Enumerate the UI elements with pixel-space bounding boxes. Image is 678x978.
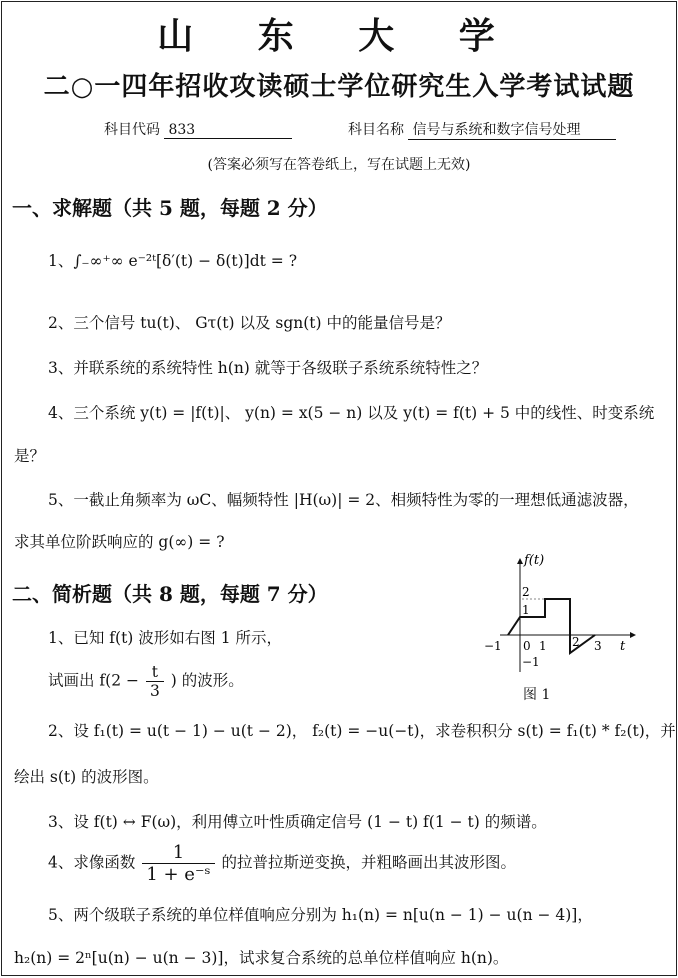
s2-question-5-line2: h₂(n) = 2ⁿ[u(n) − u(n − 3)]，试求复合系统的总单位样值响应 h(n)。 (14, 949, 509, 967)
s2-q4-fraction (142, 842, 214, 885)
university-title: 山 东 大 学 (157, 15, 521, 57)
s1-question-4-line2: 是？ (14, 447, 46, 465)
s2-q4-frac-den: 1 + e⁻ˢ (146, 864, 211, 885)
s1-question-1: 1、∫₋∞⁺∞ e⁻²ᵗ[δ′(t) − δ(t)]dt = ? (48, 252, 298, 270)
s2-question-3: 3、设 f(t) ↔ F(ω)，利用傅立叶性质确定信号 (1 − t) f(1 − t) 的频谱。 (48, 813, 547, 831)
s2-question-1-line1: 1、已知 f(t) 波形如右图 1 所示， (48, 629, 282, 647)
x-axis-arrow (630, 632, 636, 638)
s2-q1-frac-num: t (146, 663, 164, 682)
s2-q1-frac-den: 3 (149, 682, 160, 700)
section1-title: 一、求解题（共 5 题，每题 2 分） (12, 196, 328, 220)
section2-title: 二、简析题（共 8 题，每题 7 分） (12, 582, 328, 606)
s2-question-4 (48, 842, 516, 885)
subject-name-row (348, 119, 616, 140)
s1-question-5-line2: 求其单位阶跃响应的 g(∞) = ? (14, 533, 225, 551)
figure-1-plot (470, 550, 640, 680)
y-tick-2: 2 (522, 585, 530, 599)
y-tick-neg1: −1 (522, 655, 540, 669)
s1-question-3: 3、并联系统的系统特性 h(n) 就等于各级联子系统系统特性之？ (48, 359, 488, 377)
s2-q4-suffix: 的拉普拉斯逆变换，并粗略画出其波形图。 (221, 853, 516, 872)
exam-title: 二○一四年招收攻读硕士学位研究生入学考试试题 (43, 72, 635, 102)
x-tick-3: 3 (594, 639, 602, 653)
s2-question-1-line2 (48, 663, 244, 700)
s2-question-2-line1: 2、设 f₁(t) = u(t − 1) − u(t − 2)， f₂(t) = −u(−t)，求卷积积分 s(t) = f₁(t) * f₂(t)，并 (48, 722, 676, 740)
s2-q1-fraction (146, 663, 164, 700)
s1-question-4-line1: 4、三个系统 y(t) = |f(t)|、 y(n) = x(5 − n) 以及 y(t) = f(t) + 5 中的线性、时变系统 (48, 404, 655, 422)
subject-name-value: 信号与系统和数字信号处理 (408, 119, 616, 140)
x-tick-1: 1 (539, 639, 547, 653)
s1-question-5-line1: 5、一截止角频率为 ωC、幅频特性 |H(ω)| = 2、相频特性为零的一理想低通滤波器， (48, 491, 639, 509)
exam-page (1, 1, 677, 976)
answer-note: (答案必须写在答卷纸上，写在试题上无效) (207, 157, 471, 173)
y-axis-label: f(t) (524, 553, 545, 568)
y-tick-1: 1 (522, 603, 530, 617)
s2-q1-prefix: 试画出 f(2 − (48, 671, 139, 690)
subject-code-value: 833 (164, 122, 292, 139)
x-tick-0: 0 (523, 639, 531, 653)
s2-question-5-line1: 5、两个级联子系统的单位样值响应分别为 h₁(n) = n[u(n − 1) − u(n − 4)]， (48, 906, 593, 924)
subject-code-label: 科目代码 (104, 122, 160, 138)
subject-name-label: 科目名称 (348, 122, 404, 138)
x-axis-label: t (620, 639, 626, 654)
s2-q1-suffix: ) 的波形。 (170, 671, 244, 690)
y-axis-arrow (517, 558, 523, 564)
subject-code-row (104, 119, 292, 139)
s1-question-2: 2、三个信号 tu(t)、 Gτ(t) 以及 sgn(t) 中的能量信号是？ (48, 314, 451, 332)
x-tick-neg1: −1 (484, 639, 502, 653)
s2-q4-prefix: 4、求像函数 (48, 853, 136, 872)
x-tick-2: 2 (572, 635, 580, 649)
figure-1-caption: 图 1 (523, 687, 551, 703)
s2-q4-frac-num: 1 (142, 842, 214, 864)
s2-question-2-line2: 绘出 s(t) 的波形图。 (14, 768, 159, 786)
